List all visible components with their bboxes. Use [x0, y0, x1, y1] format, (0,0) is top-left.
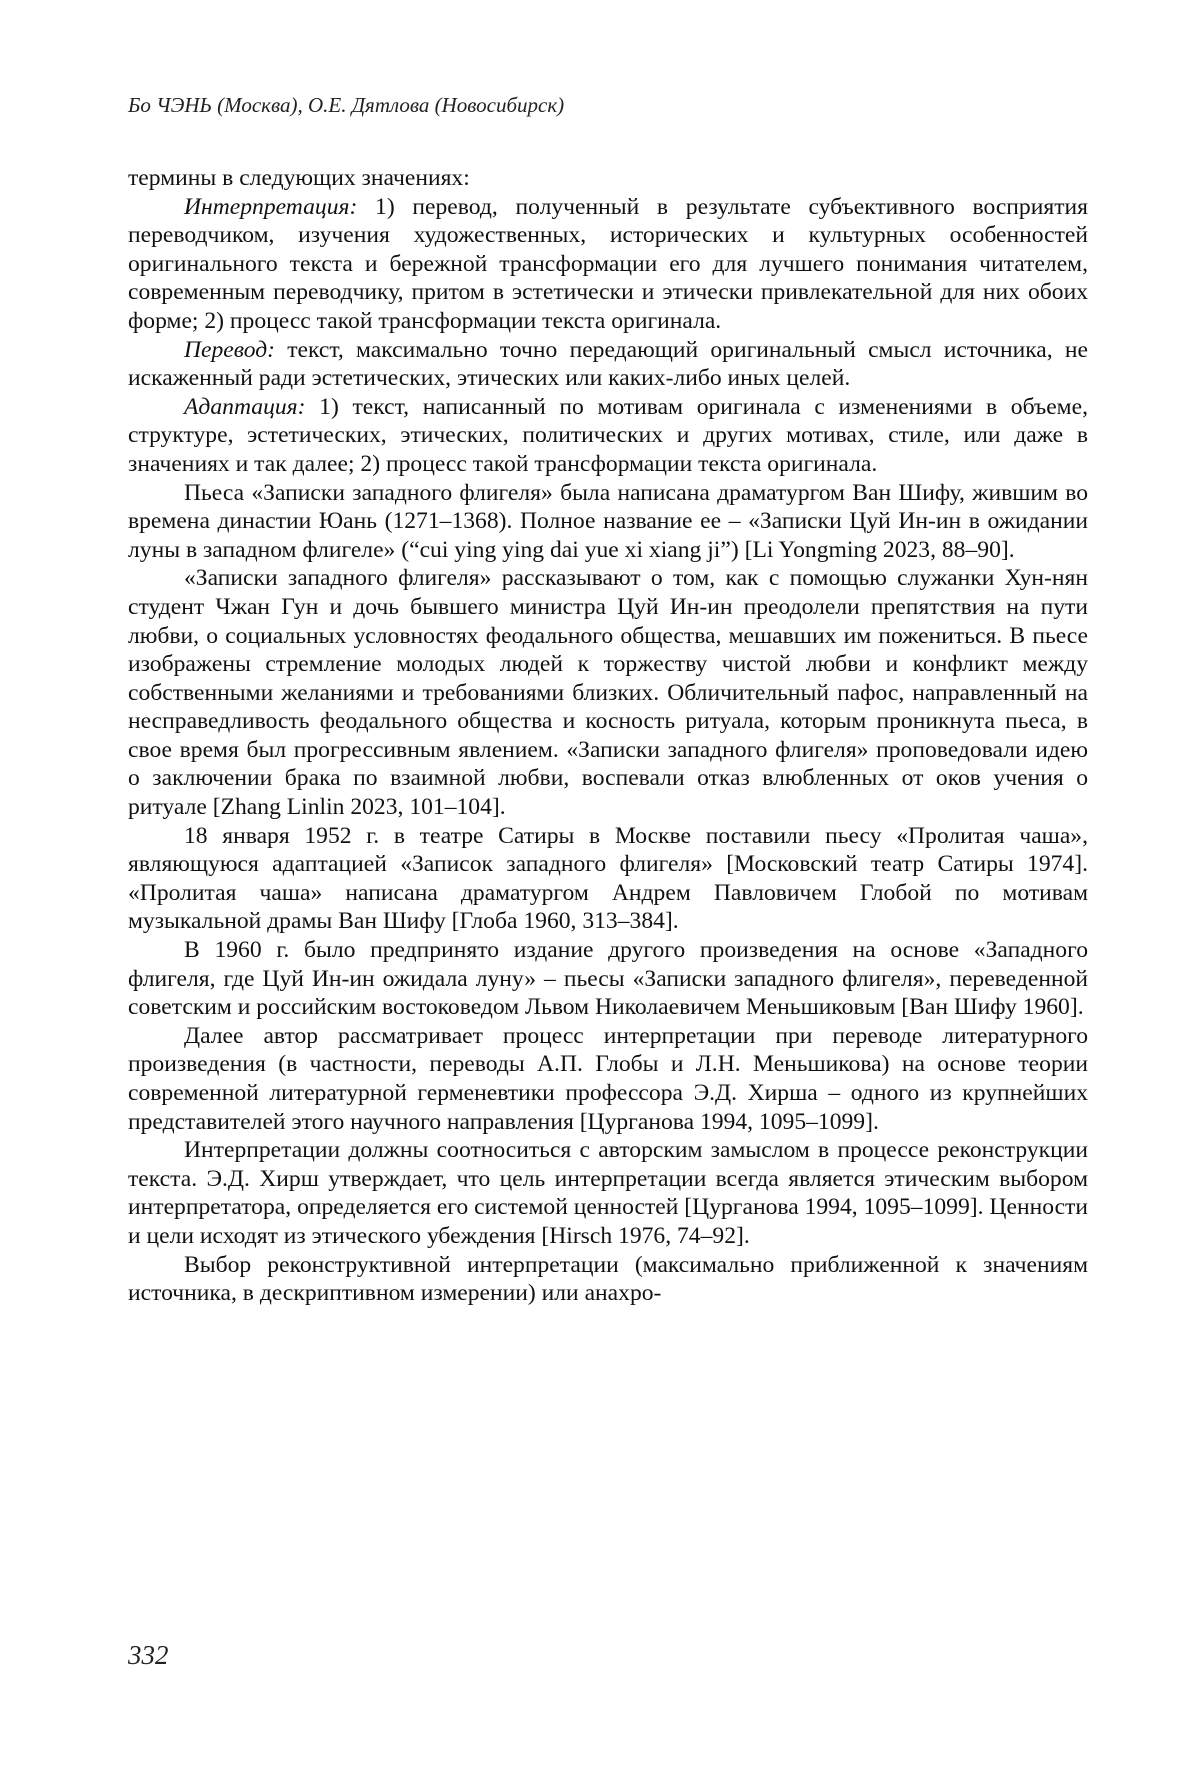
paragraph-text: Далее автор рассматривает процесс интерпретации при переводе литературного произведения (в частности, переводы А.П. Глобы и Л.Н. Меньшикова) на основе теории современной литературной герменевтики профессора Э.Д. Хирша – одного из крупнейших представителей этого научного направления [Цурганова 1994, 1095–1099].: [128, 1022, 1088, 1135]
paragraph-7: [128, 822, 1088, 936]
paragraph-text: В 1960 г. было предпринято издание другого произведения на основе «Западного флигеля, где Цуй Ин-ин ожидала луну» – пьесы «Записки западного флигеля», переведенной советским и российским востоковедом Львом Николаевичем Меньшиковым [Ван Шифу 1960].: [128, 937, 1088, 1021]
paragraph-text: 18 января 1952 г. в театре Сатиры в Москве поставили пьесу «Пролитая чаша», являющуюся адаптацией «Записок западного флигеля» [Московский театр Сатиры 1974]. «Пролитая чаша» написана драматургом Андрем Павловичем Глобой по мотивам музыкальной драмы Ван Шифу [Глоба 1960, 313–384].: [128, 822, 1088, 935]
paragraph-8: [128, 936, 1088, 1022]
paragraph-text: Выбор реконструктивной интерпретации (максимально приближенной к значениям источника, в дескриптивном измерении) или анахро-: [128, 1251, 1088, 1307]
paragraph-text: термины в следующих значениях:: [128, 165, 470, 191]
paragraph-translation: [128, 336, 1088, 393]
paragraph-10: [128, 1136, 1088, 1250]
paragraph-text: 1) текст, написанный по мотивам оригинала с изменениями в объеме, структуре, эстетических, этических, политических и других мотивах, стиле, или даже в значениях и так далее; 2) процесс такой трансформации текста оригинала.: [128, 393, 1088, 477]
paragraph-11: [128, 1251, 1088, 1308]
page-number: 332: [128, 1640, 169, 1670]
paragraph-text: текст, максимально точно передающий оригинальный смысл источника, не искаженный ради эстетических, этических или каких-либо иных целей.: [128, 336, 1088, 392]
paragraph-5: [128, 479, 1088, 565]
term-label: Адаптация:: [184, 393, 306, 420]
running-head: Бо ЧЭНЬ (Москва), О.Е. Дятлова (Новосибирск): [128, 93, 565, 117]
term-label: Перевод:: [184, 336, 275, 363]
paragraph-6: [128, 564, 1088, 821]
paragraph-interpretation: [128, 193, 1088, 336]
paragraph-text: Интерпретации должны соотноситься с авторским замыслом в процессе реконструкции текста. Э.Д. Хирш утверждает, что цель интерпретации всегда является этическим выбором интерпретатора, определяется его системой ценностей [Цурганова 1994, 1095–1099]. Ценности и цели исходят из этического убеждения [Hirsch 1976, 74–92].: [128, 1137, 1088, 1249]
paragraph-text: Пьеса «Записки западного флигеля» была написана драматургом Ван Шифу, жившим во времена династии Юань (1271–1368). Полное название ее – «Записки Цуй Ин-ин в ожидании луны в западном флигеле» (“cui ying ying dai yue xi xiang ji”) [Li Yongming 2023, 88–90].: [128, 479, 1088, 563]
term-label: Интерпретация:: [184, 193, 358, 220]
paragraph-adaptation: [128, 393, 1088, 479]
paragraph-text: «Записки западного флигеля» рассказывают о том, как с помощью служанки Хун-нян студент Чжан Гун и дочь бывшего министра Цуй Ин-ин преодолели препятствия на пути любви, о социальных условностях феодального общества, мешавших им пожениться. В пьесе изображены стремление молодых людей к торжеству чистой любви и конфликт между собственными желаниями и требованиями близких. Обличительный пафос, направленный на несправедливость феодального общества и косность ритуала, которым проникнута пьеса, в свое время был прогрессивным явлением. «Записки западного флигеля» проповедовали идею о заключении брака по взаимной любви, воспевали отказ влюбленных от оков учения о ритуале [Zhang Linlin 2023, 101–104].: [128, 565, 1088, 821]
body-text: [128, 164, 1088, 1308]
paragraph-text: 1) перевод, полученный в результате субъективного восприятия переводчиком, изучения художественных, исторических и культурных особенностей оригинального текста и бережной трансформации его для лучшего понимания читателем, современным переводчику, притом в эстетически и этически привлекательной для них обоих форме; 2) процесс такой трансформации текста оригинала.: [128, 193, 1088, 334]
paragraph-1: [128, 164, 1088, 193]
paragraph-9: [128, 1022, 1088, 1136]
